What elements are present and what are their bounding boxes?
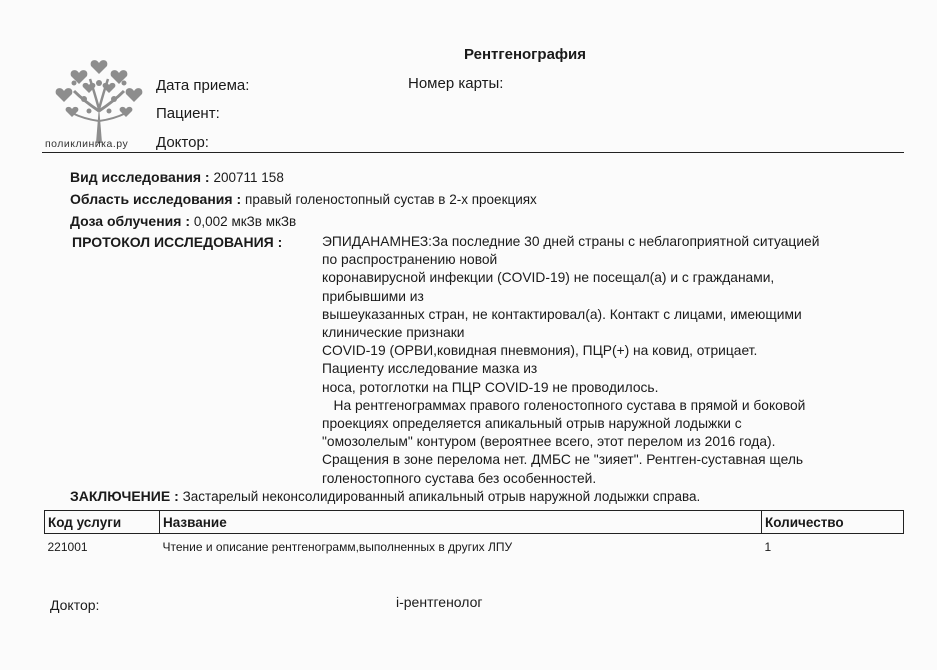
protocol-line: ЭПИДАНАМНЕЗ:За последние 30 дней страны с неблагоприятной ситуацией	[322, 234, 820, 249]
dose-value: 0,002 мкЗв мкЗв	[193, 214, 297, 229]
study-type-label: Вид исследования :	[70, 169, 210, 185]
table-header-row	[45, 511, 904, 534]
protocol-line: "омозолелым" контуром (вероятнее всего, этот перелом из 2016 года).	[322, 434, 776, 450]
protocol-line: вышеуказанных стран, не контактировал(а). Контакт с лицами, имеющими	[322, 306, 802, 322]
service-qty: 1	[764, 540, 772, 554]
footer-doctor-label: Доктор:	[50, 597, 100, 613]
study-area-value: правый голеностопный сустав в 2-х проекциях	[245, 192, 537, 207]
protocol-line: COVID-19 (ОРВИ,ковидная пневмония), ПЦР(+) на ковид, отрицает.	[322, 343, 758, 359]
study-type	[70, 169, 284, 185]
protocol-label: ПРОТОКОЛ ИССЛЕДОВАНИЯ :	[72, 234, 283, 250]
protocol-line: носа, ротоглотки на ПЦР COVID-19 не проводилось.	[322, 379, 659, 395]
study-type-value: 200711 158	[213, 170, 284, 185]
conclusion	[70, 488, 700, 504]
date-label: Дата приема:	[156, 77, 250, 94]
protocol-line: Пациенту исследование мазка из	[322, 361, 538, 377]
card-number-label: Номер карты:	[408, 75, 504, 92]
protocol-line: коронавирусной инфекции (COVID-19) не посещал(а) и с гражданами,	[322, 270, 775, 286]
footer-position: і-рентгенолог	[396, 594, 483, 610]
study-area	[70, 191, 537, 207]
col-code-header: Код услуги	[45, 511, 160, 534]
protocol-line: прибывшими из	[322, 288, 424, 304]
header-divider	[42, 152, 904, 153]
protocol-line: На рентгенограммах правого голеностопного сустава в прямой и боковой	[322, 397, 806, 413]
dose-label: Доза облучения :	[70, 213, 191, 229]
services-table	[44, 510, 904, 560]
patient-label: Пациент:	[156, 105, 220, 122]
protocol-line: Сращения в зоне перелома нет. ДМБС не "зияет". Рентген-суставная щель	[322, 452, 804, 468]
protocol-line: голеностопного сустава без особенностей.	[322, 470, 597, 486]
protocol-line: проекциях определяется апикальный отрыв наружной лодыжки с	[322, 416, 742, 432]
doctor-label: Доктор:	[156, 134, 209, 151]
conclusion-label: ЗАКЛЮЧЕНИЕ :	[70, 488, 179, 504]
service-name: Чтение и описание рентгенограмм,выполненных в других ЛПУ	[162, 540, 513, 554]
study-area-label: Область исследования :	[70, 191, 242, 207]
table-row	[45, 534, 904, 561]
col-name-header: Название	[160, 511, 762, 534]
col-qty-header: Количество	[762, 511, 904, 534]
protocol-line: по распространению новой	[322, 252, 498, 268]
logo-text: поликлиника.ру	[45, 138, 129, 150]
conclusion-text: Застарелый неконсолидированный апикальный отрыв наружной лодыжки справа.	[182, 489, 701, 504]
protocol-text	[322, 233, 892, 488]
protocol-line: клинические признаки	[322, 325, 465, 341]
service-code: 221001	[47, 540, 88, 554]
document-title: Рентгенография	[463, 46, 587, 63]
radiation-dose	[70, 213, 296, 229]
